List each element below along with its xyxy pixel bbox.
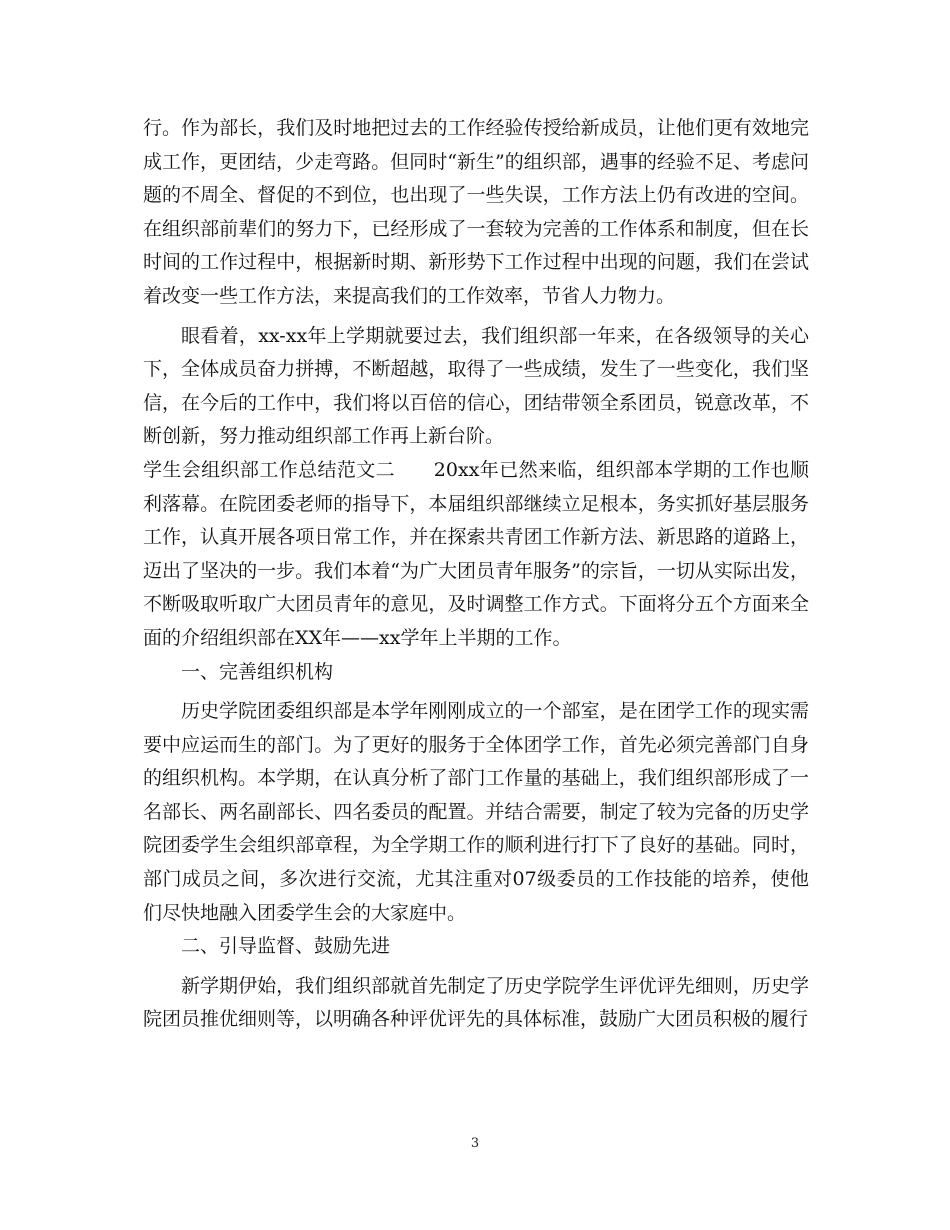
- page-number: 3: [470, 1136, 480, 1151]
- section-heading-1: 一、完善组织机构: [181, 660, 334, 683]
- document-body: [143, 112, 809, 1037]
- paragraph-1: 行。作为部长，我们及时地把过去的工作经验传授给新成员，让他们更有效地完成工作，更团结，少走弯路。但同时“新生”的组织部，遇事的经验不足、考虑问题的不周全、督促的不到位，也出现了一些失误，工作方法上仍有改进的空间。在组织部前辈们的努力下，已经形成了一套较为完善的工作体系和制度，但在长时间的工作过程中，根据新时期、新形势下工作过程中出现的问题，我们在尝试着改变一些工作方法，来提高我们的工作效率，节省人力物力。: [143, 117, 809, 307]
- paragraph-5: 新学期伊始，我们组织部就首先制定了历史学院学生评优评先细则，历史学院团员推优细则等，以明确各种评优评先的具体标准，鼓励广大团员积极的履行: [143, 974, 809, 1031]
- section-heading-2: 二、引导监督、鼓励先进: [181, 935, 391, 958]
- paragraph-3: 学生会组织部工作总结范文二 20xx年已然来临，组织部本学期的工作也顺利落幕。在院团委老师的指导下，本届组织部继续立足根本，务实抓好基层服务工作，认真开展各项日常工作，并在探索共青团工作新方法、新思路的道路上，迈出了坚决的一步。我们本着“为广大团员青年服务”的宗旨，一切从实际出发，不断吸取听取广大团员青年的意见，及时调整工作方式。下面将分五个方面来全面的介绍组织部在XX年——xx学年上半期的工作。: [143, 458, 809, 649]
- paragraph-2: 眼看着，xx-xx年上学期就要过去，我们组织部一年来，在各级领导的关心下，全体成员奋力拼搏，不断超越，取得了一些成绩，发生了一些变化，我们坚信，在今后的工作中，我们将以百倍的信心，团结带领全系团员，锐意改革，不断创新，努力推动组织部工作再上新台阶。: [143, 324, 809, 448]
- paragraph-4: 历史学院团委组织部是本学年刚刚成立的一个部室，是在团学工作的现实需要中应运而生的部门。为了更好的服务于全体团学工作，首先必须完善部门自身的组织机构。本学期，在认真分析了部门工作量的基础上，我们组织部形成了一名部长、两名副部长、四名委员的配置。并结合需要，制定了较为完备的历史学院团委学生会组织部章程，为全学期工作的顺利进行打下了良好的基础。同时，部门成员之间，多次进行交流，尤其注重对07级委员的工作技能的培养，使他们尽快地融入团委学生会的大家庭中。: [143, 700, 809, 924]
